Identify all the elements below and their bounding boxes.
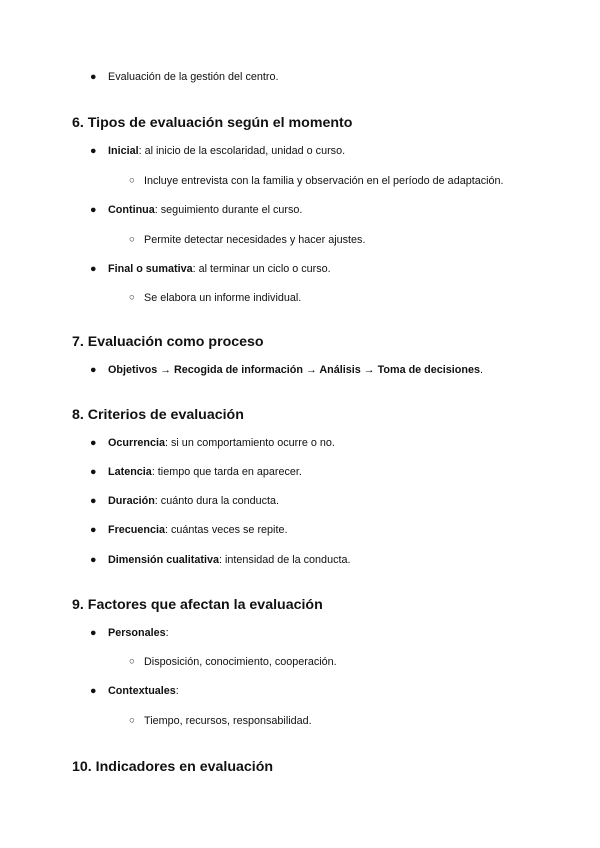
section-heading: 6. Tipos de evaluación según el momento [72,115,353,131]
bullet-icon: ● [90,204,97,216]
bullet-icon: ● [90,437,97,449]
bullet-icon: ● [90,524,97,536]
sub-bullet-icon: ○ [129,292,135,303]
bullet-icon: ● [90,71,97,83]
sub-bullet-icon: ○ [129,715,135,726]
sub-bullet-icon: ○ [129,656,135,667]
section-heading: 8. Criterios de evaluación [72,407,244,423]
bullet-icon: ● [90,263,97,275]
section-heading: 9. Factores que afectan la evaluación [72,597,323,613]
bullet-icon: ● [90,145,97,157]
bullet-icon: ● [90,685,97,697]
document-page: ● Evaluación de la gestión del centro. 6. Tipos de evaluación según el momento ● Inicial: al inicio de la escolaridad, unidad o curso. ○ Incluye entrevista con la familia y observación en el período de adaptación. ● Continua: seguimiento durante el curso. ○ Permite detectar necesidades y hacer ajustes. ● Final o sumativa: al terminar un ciclo o curso. ○ Se elabora un informe individual. 7. Evaluación como proceso ● Objetivos → Recogida de información → Análisis → Toma de decisiones. 8. Criterios de evaluación ● Ocurrencia: si un comportamiento ocurre o no. ● Latencia: tiempo que tarda en aparecer. ● Duración: cuánto dura la conducta. ● Frecuencia: cuántas veces se repite. ● Dimensión cualitativa: intensidad de la conducta. 9. Factores que afectan la evaluación ● Personales: ○ Disposición, conocimiento, cooperación. ● Contextuales: ○ Tiempo, recursos, responsabilidad. 10. Indicadores en evaluación [72,71,504,775]
bullet-icon: ● [90,627,97,639]
section-heading: 7. Evaluación como proceso [72,334,264,350]
sub-bullet-icon: ○ [129,175,135,186]
bullet-icon: ● [90,466,97,478]
bullet-icon: ● [90,364,97,376]
bullet-icon: ● [90,495,97,507]
section-heading: 10. Indicadores en evaluación [72,759,274,775]
bullet-icon: ● [90,554,97,566]
sub-bullet-icon: ○ [129,234,135,245]
